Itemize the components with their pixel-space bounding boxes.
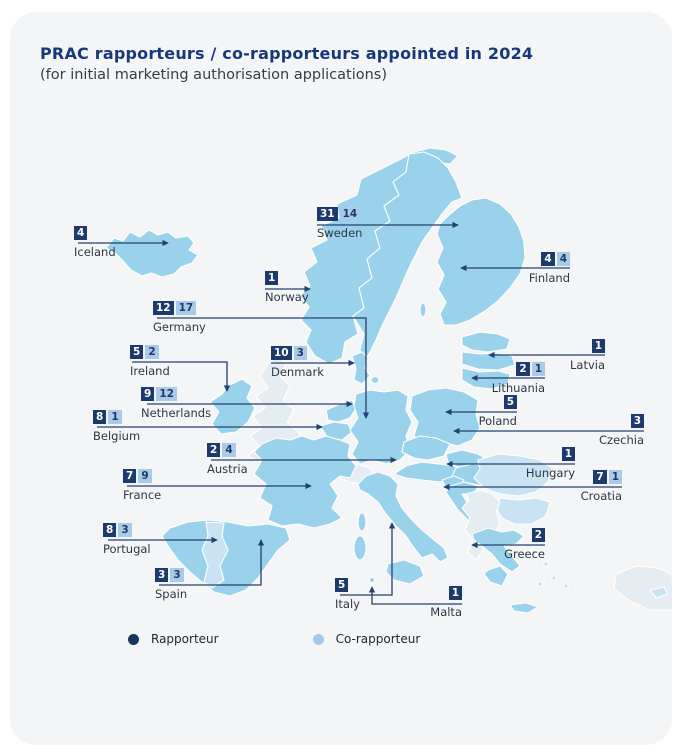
country-label: Finland: [528, 271, 570, 285]
corapporteur-badge: 1: [108, 410, 121, 424]
map-country-ireland: [210, 379, 255, 434]
country-badges: [631, 414, 644, 428]
country-label: Poland: [478, 414, 517, 428]
country-label: Iceland: [74, 245, 116, 259]
country-label: France: [123, 488, 162, 502]
country-badges: [103, 523, 151, 537]
rapporteur-badge: 1: [562, 447, 575, 461]
country-badges: [532, 528, 545, 542]
country-label: Latvia: [569, 358, 605, 372]
rapporteur-badge: 4: [541, 252, 554, 266]
country-badges: [317, 207, 362, 221]
country-badges: [130, 345, 170, 359]
country-label: Italy: [335, 597, 360, 611]
country-entry-greece: [504, 528, 545, 561]
rapporteur-badge: 3: [631, 414, 644, 428]
corapporteur-badge: 9: [138, 469, 151, 483]
corapporteur-badge: 1: [609, 470, 622, 484]
country-entry-italy: [335, 578, 360, 611]
country-badges: [504, 395, 517, 409]
country-badges: [74, 226, 116, 240]
map-region-peloponnese: [484, 566, 508, 586]
rapporteur-badge: 1: [592, 339, 605, 353]
country-entry-ireland: [130, 345, 170, 378]
rapporteur-badge: 10: [271, 346, 292, 360]
country-entry-austria: [207, 443, 248, 476]
country-entry-hungary: [526, 447, 575, 480]
country-label: Germany: [153, 320, 206, 334]
corapporteur-badge: 14: [340, 207, 361, 221]
map-country-bulgaria: [496, 498, 550, 524]
map-island-zealand: [371, 377, 379, 384]
country-label: Portugal: [103, 542, 151, 556]
rapporteur-badge: 9: [141, 387, 154, 401]
country-badges: [93, 410, 140, 424]
rapporteur-badge: 8: [103, 523, 116, 537]
country-label: Netherlands: [141, 406, 212, 420]
corapporteur-legend-dot: [313, 634, 324, 645]
rapporteur-badge: 8: [93, 410, 106, 424]
country-entry-finland: [529, 252, 570, 285]
corapporteur-badge: 3: [118, 523, 131, 537]
rapporteur-badge: 1: [265, 271, 278, 285]
rapporteur-badge: 4: [74, 226, 87, 240]
corapporteur-badge: 4: [557, 252, 570, 266]
rapporteur-badge: 2: [207, 443, 220, 457]
country-label: Ireland: [130, 364, 170, 378]
rapporteur-badge: 12: [153, 301, 174, 315]
map-country-estonia: [462, 332, 510, 352]
country-badges: [562, 447, 575, 461]
country-entry-denmark: [271, 346, 324, 379]
map-country-italy: [358, 472, 448, 562]
corapporteur-legend-label: Co-rapporteur: [335, 632, 421, 646]
country-label: Malta: [430, 605, 462, 619]
country-badges: [335, 578, 360, 592]
page-subtitle: (for initial marketing authorisation applications): [40, 67, 388, 83]
country-label: Lithuania: [491, 381, 545, 395]
country-label: Hungary: [525, 466, 575, 480]
rapporteur-legend-label: Rapporteur: [151, 632, 219, 646]
country-label: Croatia: [580, 489, 622, 503]
country-entry-poland: [479, 395, 517, 428]
map-country-netherlands: [326, 400, 356, 422]
country-entry-germany: [153, 301, 206, 334]
rapporteur-legend-dot: [128, 634, 139, 645]
country-label: Austria: [207, 462, 248, 476]
country-label: Czechia: [599, 433, 644, 447]
map-island-corsica: [358, 513, 366, 531]
corapporteur-badge: 3: [170, 568, 183, 582]
country-entry-netherlands: [141, 387, 211, 420]
country-entry-portugal: [103, 523, 151, 556]
map-country-iceland: [106, 230, 198, 277]
country-label: Norway: [265, 290, 309, 304]
country-entry-latvia: [570, 339, 605, 372]
corapporteur-badge: 17: [176, 301, 197, 315]
country-label: Denmark: [271, 365, 324, 379]
country-label: Greece: [504, 547, 545, 561]
infographic-card: [10, 12, 672, 745]
country-badges: [271, 346, 324, 360]
country-badges: [592, 339, 605, 353]
country-badges: [265, 271, 309, 285]
map-country-malta: [370, 578, 375, 583]
rapporteur-badge: 5: [504, 395, 517, 409]
map-island-sardinia: [354, 536, 366, 560]
page-title: PRAC rapporteurs / co-rapporteurs appointed in 2024: [40, 44, 534, 63]
country-entry-norway: [265, 271, 309, 304]
rapporteur-badge: 2: [532, 528, 545, 542]
country-entry-malta: [430, 586, 462, 619]
country-badges: [516, 362, 545, 376]
corapporteur-badge: 12: [156, 387, 177, 401]
country-entry-czechia: [599, 414, 644, 447]
map-country-france: [254, 436, 356, 528]
country-badges: [207, 443, 248, 457]
map-island-crete: [510, 603, 538, 613]
country-badges: [449, 586, 462, 600]
country-entry-belgium: [93, 410, 140, 443]
country-label: Belgium: [93, 429, 141, 443]
corapporteur-badge: 2: [145, 345, 158, 359]
country-badges: [593, 470, 622, 484]
rapporteur-badge: 7: [593, 470, 606, 484]
country-entry-lithuania: [492, 362, 545, 395]
corapporteur-badge: 3: [294, 346, 307, 360]
corapporteur-badge: 1: [532, 362, 545, 376]
country-entry-sweden: [317, 207, 362, 240]
rapporteur-badge: 31: [317, 207, 338, 221]
country-entry-spain: [155, 568, 187, 601]
rapporteur-badge: 3: [155, 568, 168, 582]
map-country-denmark: [352, 352, 370, 384]
rapporteur-badge: 5: [130, 345, 143, 359]
rapporteur-badge: 2: [516, 362, 529, 376]
rapporteur-badge: 5: [335, 578, 348, 592]
country-badges: [141, 387, 211, 401]
rapporteur-badge: 1: [449, 586, 462, 600]
corapporteur-badge: 4: [222, 443, 235, 457]
country-badges: [123, 469, 161, 483]
map-country-finland: [437, 198, 525, 325]
rapporteur-badge: 7: [123, 469, 136, 483]
country-badges: [541, 252, 570, 266]
country-entry-croatia: [581, 470, 622, 503]
country-badges: [155, 568, 187, 582]
country-entry-france: [123, 469, 161, 502]
country-label: Sweden: [317, 226, 363, 240]
country-label: Spain: [155, 587, 188, 601]
country-entry-iceland: [74, 226, 116, 259]
country-badges: [153, 301, 206, 315]
map-island-gotland: [420, 303, 426, 317]
legend: [128, 632, 420, 646]
